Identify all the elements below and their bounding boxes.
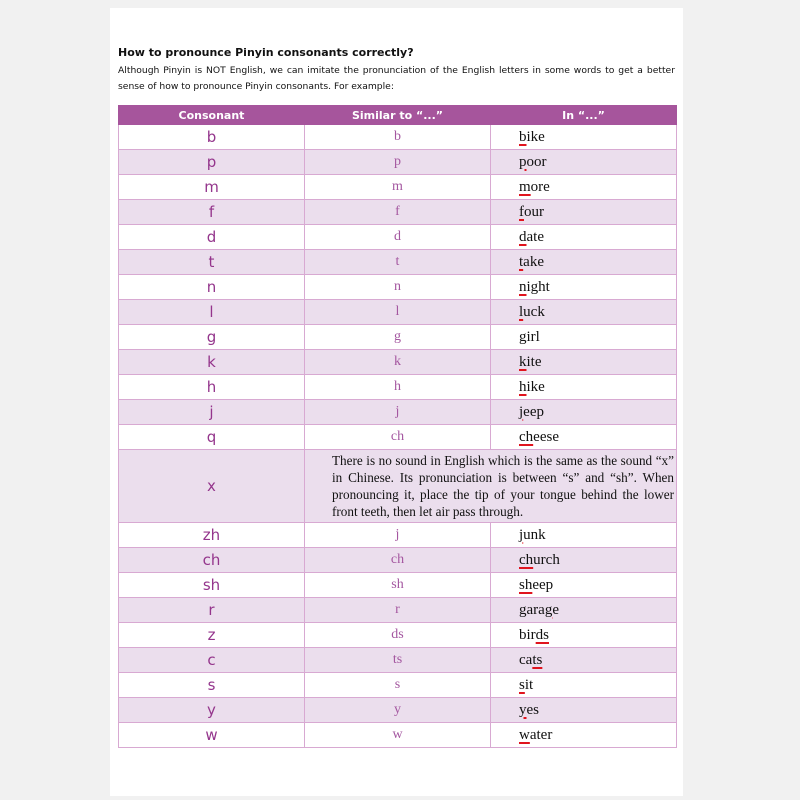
consonant-cell: w [119,723,305,748]
consonant-cell: n [119,275,305,300]
example-word-cell [491,673,677,698]
table-header [119,106,677,125]
header-similar: Similar to “...” [305,106,491,125]
word-part: unk [523,526,546,543]
example-word-cell [491,150,677,175]
highlighted-letters: ts [532,651,543,668]
highlighted-letters: y [519,701,527,718]
similar-cell: t [305,250,491,275]
word-part: ca [519,651,533,668]
table-row [119,723,677,748]
highlighted-letters: k [519,353,527,370]
consonant-cell: c [119,648,305,673]
consonant-cell: g [119,325,305,350]
word-part: e [552,601,559,618]
consonant-table [118,105,677,748]
page-title: How to pronounce Pinyin consonants correctly? [118,46,414,59]
table-row [119,300,677,325]
consonant-cell: ch [119,548,305,573]
example-word-cell [491,175,677,200]
highlighted-letters: m [519,178,531,195]
similar-cell: w [305,723,491,748]
table-row [119,598,677,623]
highlighted-letters: n [519,278,527,295]
example-word-cell [491,648,677,673]
document-page [110,8,683,796]
similar-cell: g [305,325,491,350]
word-part: bir [519,626,536,643]
word-part: ike [526,128,545,145]
table-row [119,325,677,350]
example-word-cell [491,548,677,573]
word-part: eep [532,576,554,593]
consonant-cell: r [119,598,305,623]
example-word-cell [491,623,677,648]
consonant-cell: j [119,400,305,425]
table-row [119,400,677,425]
table-row [119,350,677,375]
word-part: eese [533,428,559,445]
example-word-cell [491,350,677,375]
similar-cell: b [305,125,491,150]
similar-cell: j [305,523,491,548]
similar-cell: h [305,375,491,400]
table-row [119,523,677,548]
example-word-cell [491,300,677,325]
example-word-cell [491,225,677,250]
table-row [119,125,677,150]
example-word-cell [491,400,677,425]
similar-cell: s [305,673,491,698]
table-row [119,375,677,400]
consonant-cell: q [119,425,305,450]
similar-cell: ds [305,623,491,648]
highlighted-letters: l [519,303,524,320]
highlighted-letters: g [519,328,527,345]
word-part: ater [529,726,553,743]
similar-cell: m [305,175,491,200]
example-word-cell [491,698,677,723]
example-word-cell [491,573,677,598]
word-part: ight [526,278,550,295]
consonant-cell: t [119,250,305,275]
example-word-cell [491,375,677,400]
highlighted-letters: w [519,726,530,743]
table-row [119,548,677,573]
highlighted-letters: ch [519,428,534,445]
highlighted-letters: sh [519,576,533,593]
similar-cell: ts [305,648,491,673]
word-part: eep [523,403,544,420]
table-row [119,573,677,598]
similar-cell: r [305,598,491,623]
header-in: In “...” [491,106,677,125]
highlighted-letters: g [544,601,553,618]
table-row [119,200,677,225]
example-word-cell [491,275,677,300]
similar-cell: k [305,350,491,375]
example-word-cell [491,723,677,748]
highlighted-letters: f [519,203,524,220]
intro-text: Although Pinyin is NOT English, we can imitate the pronunciation of the English letters in some words to get a better sense of how to pronounce Pinyin consonants. For example: [118,65,675,92]
similar-cell: ch [305,548,491,573]
highlighted-letters: h [519,378,527,395]
highlighted-letters: p [519,153,527,170]
table-row [119,150,677,175]
header-consonant: Consonant [119,106,305,125]
word-part: ate [526,228,544,245]
consonant-cell: h [119,375,305,400]
consonant-cell: y [119,698,305,723]
consonant-cell: b [119,125,305,150]
example-word-cell [491,200,677,225]
highlighted-letters: b [519,128,527,145]
table-row [119,450,677,523]
table-row [119,698,677,723]
highlighted-letters: d [519,228,527,245]
similar-cell: j [305,400,491,425]
table-row [119,250,677,275]
table-row [119,225,677,250]
similar-cell: n [305,275,491,300]
similar-cell: d [305,225,491,250]
similar-cell: f [305,200,491,225]
similar-cell: y [305,698,491,723]
consonant-cell: d [119,225,305,250]
table-row [119,623,677,648]
word-part: ike [526,378,545,395]
consonant-cell: f [119,200,305,225]
example-word-cell [491,425,677,450]
similar-cell: sh [305,573,491,598]
description-cell: There is no sound in English which is the same as the sound “x” in Chinese. Its pronunciation is between “s” and “sh”. When pronouncing it, place the tip of your tongue behind the lower front teeth, then let air pass through. [305,450,677,523]
table-row [119,275,677,300]
consonant-cell: s [119,673,305,698]
highlighted-letters: s [519,676,525,693]
word-part: irl [526,328,540,345]
consonant-cell: k [119,350,305,375]
example-word-cell [491,523,677,548]
word-part: it [524,676,534,693]
word-part: es [526,701,539,718]
example-word-cell [491,598,677,623]
word-part: uck [523,303,545,320]
consonant-cell: l [119,300,305,325]
table-row [119,648,677,673]
word-part: gara [519,601,545,618]
example-word-cell [491,325,677,350]
consonant-cell: x [119,450,305,523]
consonant-cell: p [119,150,305,175]
table-row [119,175,677,200]
word-part: oor [526,153,547,170]
consonant-cell: zh [119,523,305,548]
example-word-cell [491,125,677,150]
word-part: our [524,203,544,220]
word-part: ore [530,178,550,195]
similar-cell: ch [305,425,491,450]
highlighted-letters: ch [519,551,534,568]
consonant-cell: sh [119,573,305,598]
word-part: ite [526,353,542,370]
word-part: ake [523,253,544,270]
word-part: urch [533,551,560,568]
table-row [119,425,677,450]
consonant-cell: m [119,175,305,200]
similar-cell: p [305,150,491,175]
highlighted-letters: ds [535,626,550,643]
consonant-cell: z [119,623,305,648]
highlighted-letters: j [519,526,524,543]
highlighted-letters: t [519,253,524,270]
table-row [119,673,677,698]
highlighted-letters: j [519,403,524,420]
similar-cell: l [305,300,491,325]
example-word-cell [491,250,677,275]
